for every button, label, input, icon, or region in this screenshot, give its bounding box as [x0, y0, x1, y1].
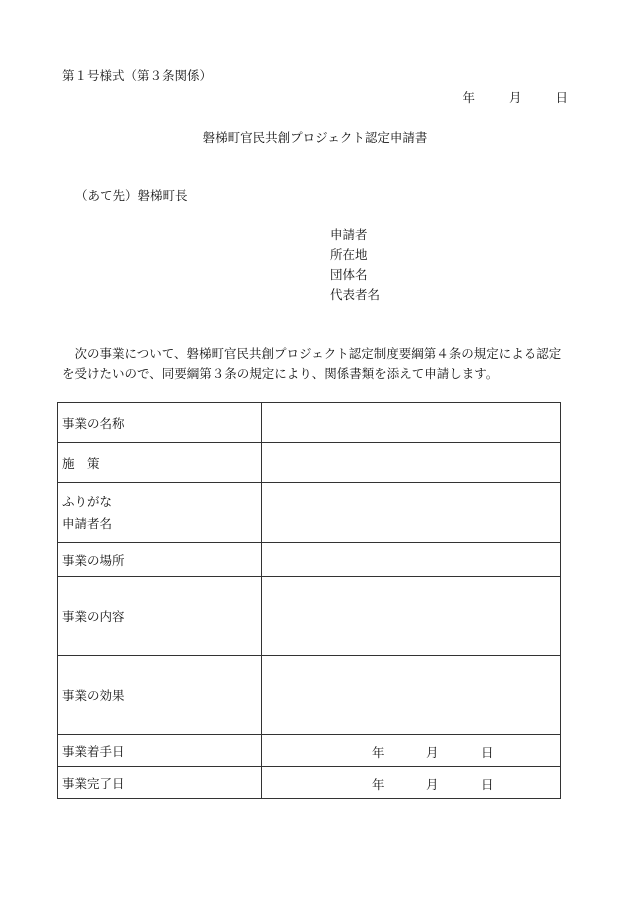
start-date-day: 日 [481, 745, 494, 760]
table-row [58, 443, 561, 483]
policy-label: 施 策 [58, 443, 262, 483]
date-month-label: 月 [508, 90, 522, 105]
project-name-label: 事業の名称 [58, 403, 262, 443]
effect-field[interactable] [262, 656, 561, 735]
effect-label: 事業の効果 [58, 656, 262, 735]
start-date-field[interactable] [262, 735, 561, 767]
furigana-label: ふりがな [62, 493, 113, 509]
end-date-field[interactable] [262, 767, 561, 799]
addressee: （あて先）磐梯町長 [75, 188, 188, 203]
applicant-address-label: 所在地 [330, 247, 368, 262]
date-line [462, 88, 568, 106]
application-table [57, 402, 561, 799]
table-row [58, 656, 561, 735]
content-field[interactable] [262, 577, 561, 656]
end-date-day: 日 [481, 777, 494, 792]
body-text: 次の事業について、磐梯町官民共創プロジェクト認定制度要綱第４条の規定による認定を受けたいので、同要綱第３条の規定により、関係書類を添えて申請します。 [62, 346, 562, 381]
table-row [58, 403, 561, 443]
end-date-month: 月 [426, 777, 439, 792]
start-date-year: 年 [372, 745, 385, 760]
location-field[interactable] [262, 543, 561, 577]
table-row [58, 577, 561, 656]
applicant-heading: 申請者 [330, 227, 368, 242]
end-date-year: 年 [372, 777, 385, 792]
applicant-name-field[interactable] [262, 483, 561, 543]
applicant-block [330, 225, 380, 305]
applicant-name-label: 申請者名 [62, 515, 113, 531]
applicant-name-label-cell [58, 483, 262, 543]
policy-field[interactable] [262, 443, 561, 483]
form-number: 第１号様式（第３条関係） [62, 68, 213, 83]
location-label: 事業の場所 [58, 543, 262, 577]
date-year-label: 年 [462, 90, 475, 105]
applicant-organization-label: 団体名 [330, 267, 368, 282]
table-row [58, 735, 561, 767]
document-title: 磐梯町官民共創プロジェクト認定申請書 [202, 130, 428, 145]
start-date-label: 事業着手日 [58, 735, 262, 767]
date-day-label: 日 [555, 90, 568, 105]
table-row [58, 543, 561, 577]
content-label: 事業の内容 [58, 577, 262, 656]
applicant-representative-label: 代表者名 [330, 287, 381, 302]
project-name-field[interactable] [262, 403, 561, 443]
table-row [58, 483, 561, 543]
table-row [58, 767, 561, 799]
end-date-label: 事業完了日 [58, 767, 262, 799]
start-date-month: 月 [426, 745, 439, 760]
